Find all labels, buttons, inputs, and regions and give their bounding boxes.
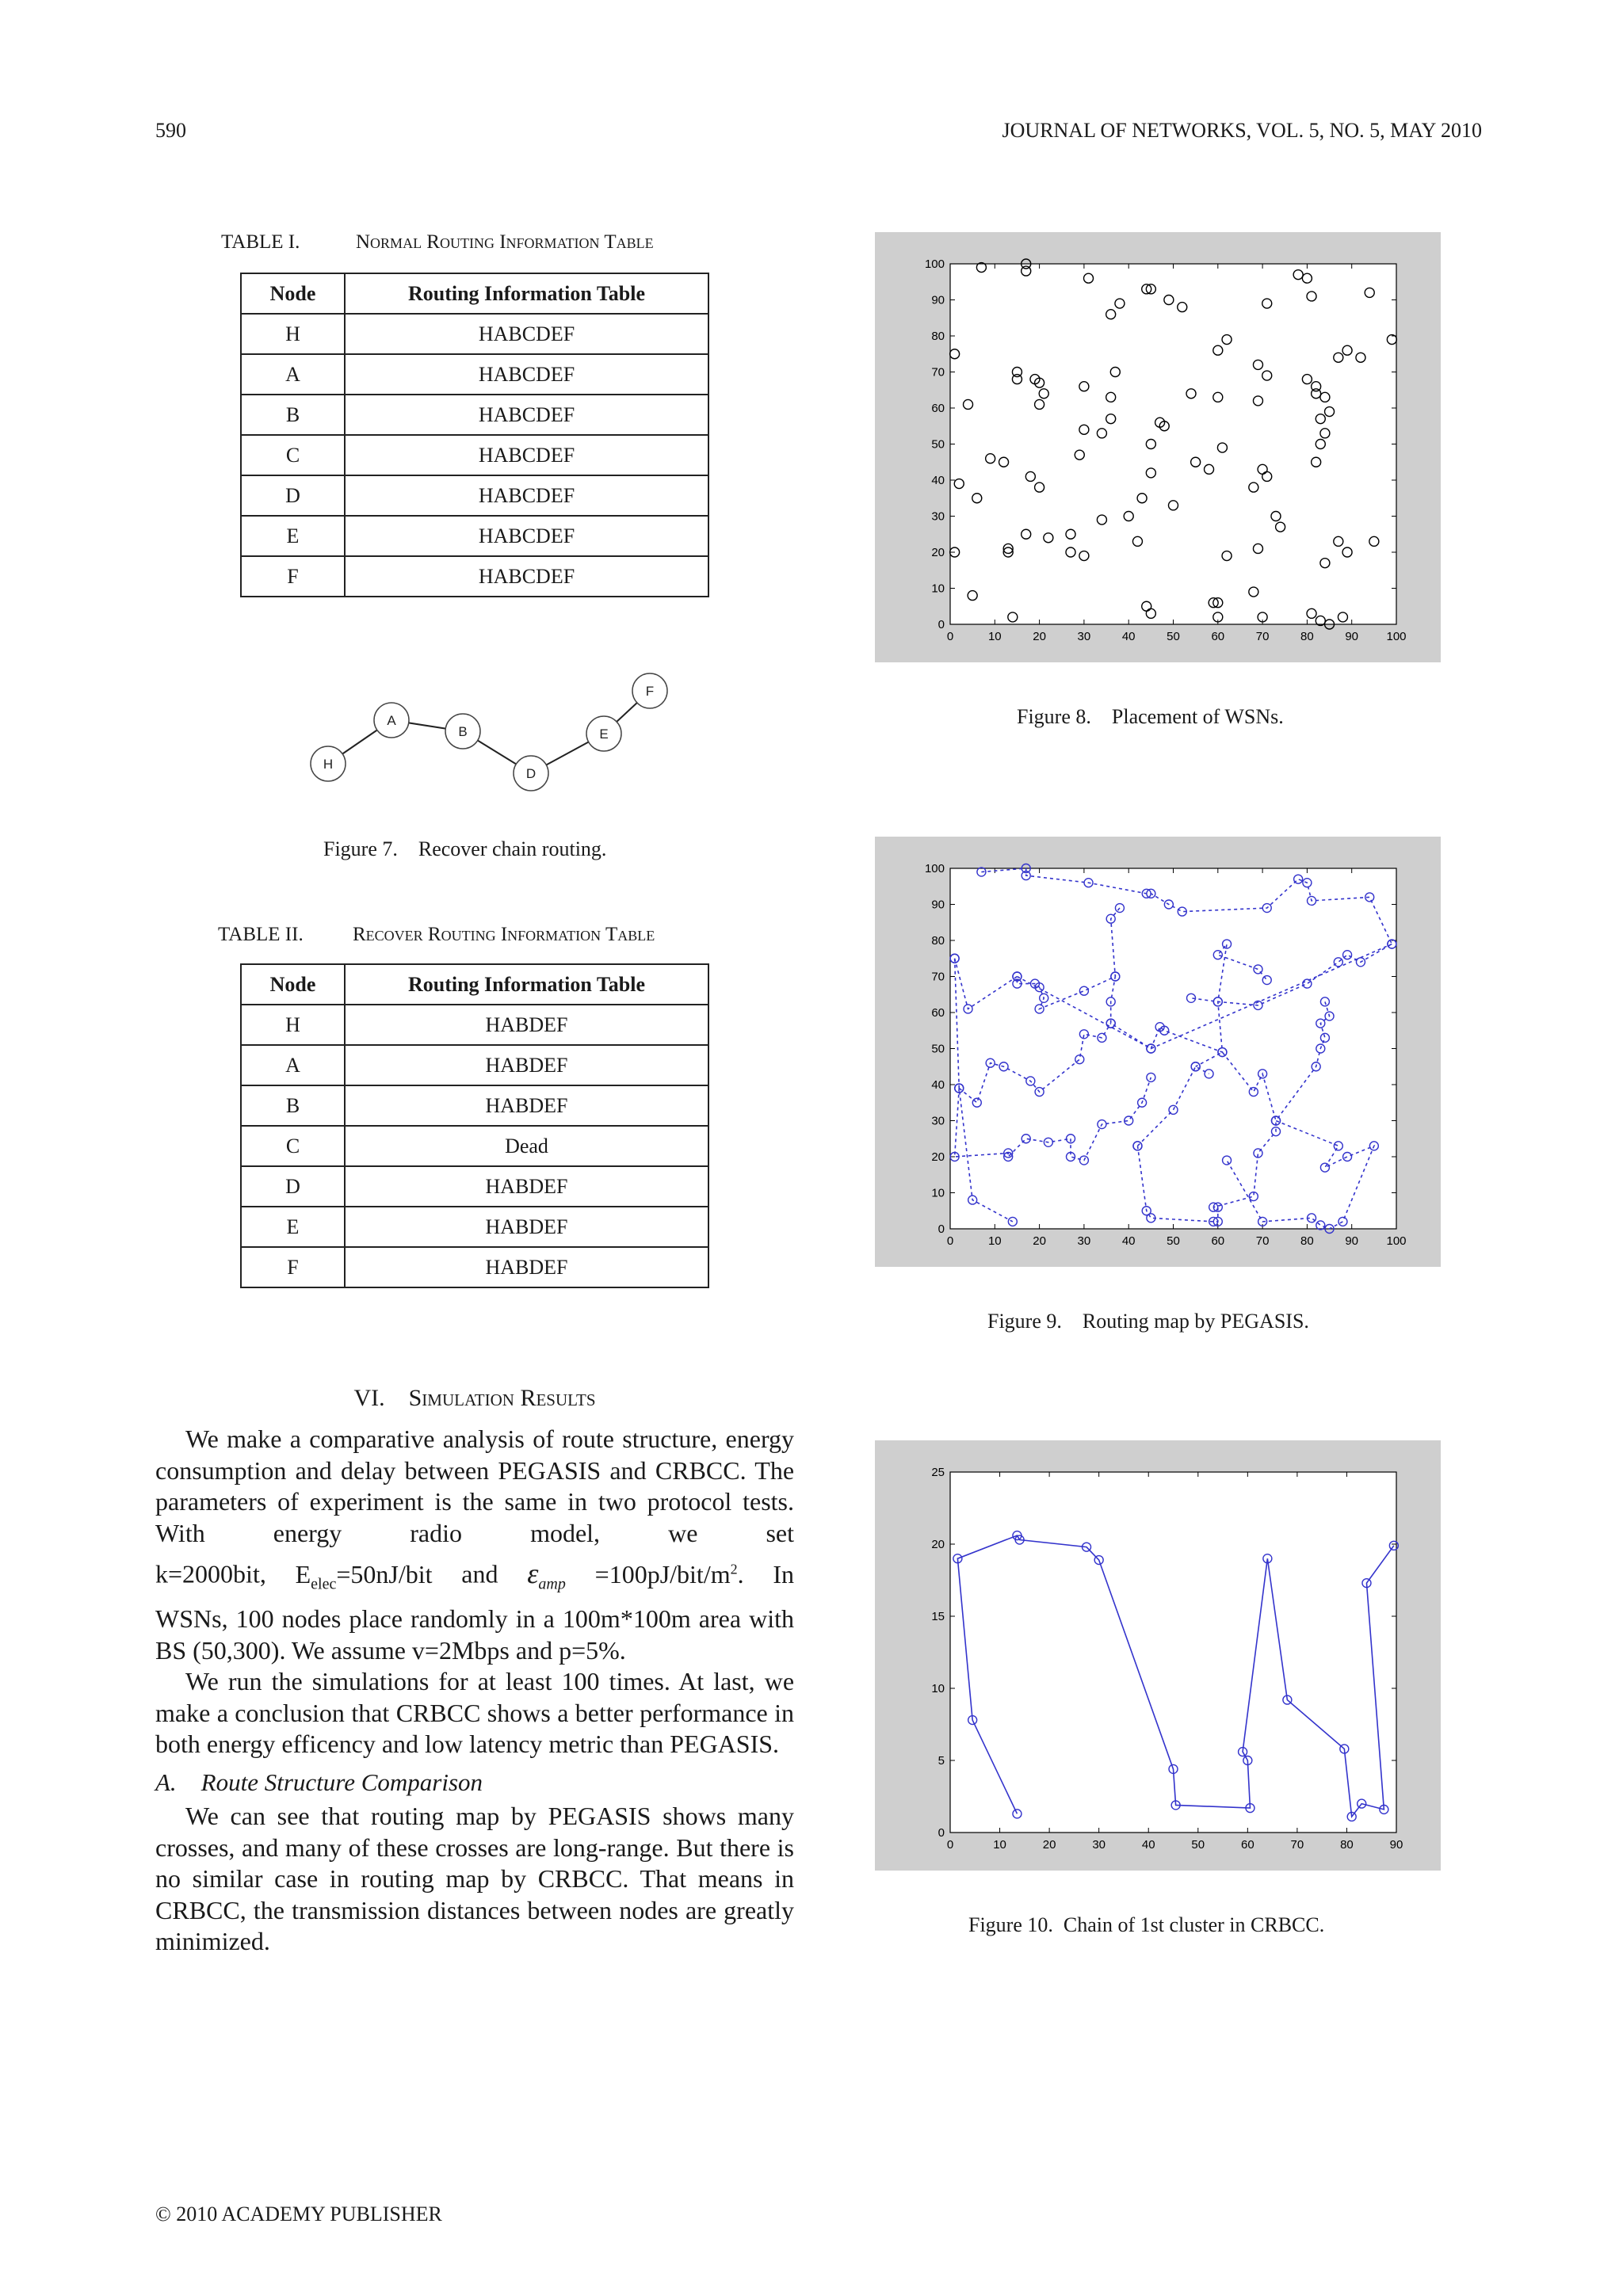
y-tick-label: 10 bbox=[931, 582, 945, 596]
routing-cell: HABCDEF bbox=[345, 516, 708, 556]
y-tick-label: 15 bbox=[931, 1610, 945, 1623]
routing-cell: HABCDEF bbox=[345, 475, 708, 516]
y-tick-label: 0 bbox=[938, 618, 945, 631]
figure10-chart bbox=[875, 1440, 1441, 1871]
node-cell: H bbox=[241, 1005, 345, 1045]
subsection-heading: A. Route Structure Comparison bbox=[155, 1768, 483, 1796]
text-line: there is no similar case in routing map by CRBCC. That bbox=[155, 1833, 794, 1894]
x-tick-label: 20 bbox=[1033, 1234, 1046, 1248]
column-header: Node bbox=[241, 964, 345, 1005]
routing-cell: HABDEF bbox=[345, 1085, 708, 1126]
text-line: We make a comparative analysis of route structure, bbox=[185, 1425, 718, 1453]
eelec-subscript: elec bbox=[311, 1575, 337, 1593]
x-tick-label: 40 bbox=[1121, 630, 1136, 643]
table-row bbox=[241, 314, 708, 354]
node-label: B bbox=[458, 724, 468, 739]
x-tick-label: 70 bbox=[1255, 1234, 1270, 1248]
paragraph-2 bbox=[155, 1666, 794, 1760]
text-line: CRBCC. The parameters of experiment is the same in bbox=[155, 1455, 795, 1516]
node-cell: E bbox=[241, 516, 345, 556]
column-header: Node bbox=[241, 273, 345, 314]
paragraph-3 bbox=[155, 1801, 794, 1958]
x-tick-label: 90 bbox=[1345, 1234, 1359, 1248]
node-label: H bbox=[323, 757, 334, 772]
running-header: JOURNAL OF NETWORKS, VOL. 5, NO. 5, MAY 2010 bbox=[1002, 119, 1482, 142]
y-tick-label: 20 bbox=[931, 1150, 945, 1164]
routing-cell: HABCDEF bbox=[345, 435, 708, 475]
figure8-panel bbox=[875, 232, 1441, 662]
y-tick-label: 70 bbox=[931, 970, 945, 984]
figure8-caption: Figure 8. Placement of WSNs. bbox=[1017, 705, 1284, 728]
y-tick-label: 100 bbox=[924, 862, 945, 875]
x-tick-label: 60 bbox=[1211, 630, 1225, 643]
x-tick-label: 80 bbox=[1340, 1838, 1354, 1852]
x-tick-label: 0 bbox=[946, 630, 954, 643]
node-cell: H bbox=[241, 314, 345, 354]
figure10-panel bbox=[875, 1440, 1441, 1871]
routing-cell: HABDEF bbox=[345, 1005, 708, 1045]
y-tick-label: 30 bbox=[931, 509, 945, 524]
text-line: energy consumption and delay between PEGASIS and bbox=[155, 1425, 795, 1485]
table-row bbox=[241, 1045, 708, 1085]
x-tick-label: 50 bbox=[1167, 1234, 1180, 1248]
node-cell: E bbox=[241, 1207, 345, 1247]
y-tick-label: 70 bbox=[931, 365, 945, 379]
node-cell: C bbox=[241, 435, 345, 475]
text-line: means in CRBCC, the transmission distances between bbox=[155, 1864, 795, 1924]
y-tick-label: 20 bbox=[931, 1538, 945, 1551]
text-line: metric than PEGASIS. bbox=[548, 1730, 780, 1759]
y-tick-label: 90 bbox=[931, 898, 945, 912]
x-tick-label: 100 bbox=[1386, 1234, 1407, 1248]
x-tick-label: 70 bbox=[1255, 630, 1270, 643]
page-number: 590 bbox=[155, 119, 186, 142]
text-line: WSNs, 100 nodes place randomly in a 100m*100m area bbox=[155, 1604, 742, 1634]
y-tick-label: 40 bbox=[931, 474, 945, 487]
node-cell: C bbox=[241, 1126, 345, 1166]
x-tick-label: 0 bbox=[946, 1838, 954, 1852]
table-row bbox=[241, 1005, 708, 1045]
routing-cell: HABCDEF bbox=[345, 354, 708, 395]
figure9-panel bbox=[875, 837, 1441, 1267]
x-tick-label: 10 bbox=[987, 1234, 1002, 1248]
table-row bbox=[241, 1126, 708, 1166]
node-cell: D bbox=[241, 1166, 345, 1207]
text-line: with BS (50,300). We assume v=2Mbps and p=5%. bbox=[155, 1604, 795, 1665]
node-cell: F bbox=[241, 556, 345, 597]
text-line: two protocol tests. With energy radio model, we set bbox=[155, 1487, 795, 1547]
x-tick-label: 70 bbox=[1290, 1838, 1304, 1852]
eamp-superscript: 2 bbox=[730, 1561, 738, 1577]
text-line: We can see that routing map by PEGASIS shows many bbox=[185, 1802, 794, 1831]
table1 bbox=[240, 273, 709, 597]
table2-label: TABLE II. bbox=[218, 924, 304, 945]
section-body bbox=[155, 1424, 794, 1958]
y-tick-label: 90 bbox=[931, 293, 945, 307]
table-row bbox=[241, 354, 708, 395]
figure9-caption: Figure 9. Routing map by PEGASIS. bbox=[987, 1310, 1309, 1333]
paragraph-1 bbox=[155, 1424, 794, 1666]
node-cell: A bbox=[241, 354, 345, 395]
routing-cell: HABCDEF bbox=[345, 556, 708, 597]
x-tick-label: 20 bbox=[1042, 1838, 1056, 1852]
y-tick-label: 0 bbox=[938, 1826, 945, 1840]
figure10-caption: Figure 10. Chain of 1st cluster in CRBCC. bbox=[968, 1913, 1325, 1936]
x-tick-label: 80 bbox=[1300, 630, 1314, 643]
y-tick-label: 50 bbox=[931, 1042, 945, 1056]
param-eelec bbox=[295, 1559, 433, 1593]
section-heading bbox=[155, 1385, 794, 1412]
routing-cell: HABDEF bbox=[345, 1166, 708, 1207]
y-tick-label: 10 bbox=[931, 1186, 945, 1200]
text-line: performance in both energy efficency and low latency bbox=[155, 1698, 795, 1759]
y-tick-label: 100 bbox=[924, 257, 945, 271]
table-header-row bbox=[241, 273, 708, 314]
param-k: k=2000bit, bbox=[155, 1559, 266, 1589]
y-tick-label: 80 bbox=[931, 934, 945, 948]
node-label: A bbox=[387, 713, 396, 728]
y-tick-label: 10 bbox=[931, 1682, 945, 1695]
x-tick-label: 100 bbox=[1386, 630, 1407, 643]
copyright-footer: © 2010 ACADEMY PUBLISHER bbox=[155, 2203, 442, 2225]
routing-cell: HABCDEF bbox=[345, 314, 708, 354]
equation-line bbox=[155, 1549, 794, 1604]
y-tick-label: 20 bbox=[931, 546, 945, 559]
node-cell: B bbox=[241, 1085, 345, 1126]
table-row bbox=[241, 395, 708, 435]
x-tick-label: 90 bbox=[1389, 1838, 1403, 1852]
figure8-chart bbox=[875, 232, 1441, 662]
routing-cell: HABDEF bbox=[345, 1247, 708, 1287]
node-cell: D bbox=[241, 475, 345, 516]
figure7-caption: Figure 7. Recover chain routing. bbox=[323, 837, 607, 860]
node-label: E bbox=[599, 727, 609, 742]
y-tick-label: 80 bbox=[931, 330, 945, 343]
x-tick-label: 60 bbox=[1240, 1838, 1254, 1852]
text-line: crosses, and many of these crosses are long-range. But bbox=[155, 1833, 713, 1862]
x-tick-label: 10 bbox=[993, 1838, 1006, 1852]
node-cell: B bbox=[241, 395, 345, 435]
routing-cell: HABDEF bbox=[345, 1045, 708, 1085]
section-title: Simulation Results bbox=[408, 1385, 596, 1411]
param-eamp bbox=[527, 1557, 795, 1593]
section-number: VI. bbox=[353, 1385, 385, 1411]
table-row bbox=[241, 475, 708, 516]
x-tick-label: 80 bbox=[1300, 1234, 1314, 1248]
table-row bbox=[241, 1247, 708, 1287]
y-tick-label: 40 bbox=[931, 1078, 945, 1092]
text-line: we make a conclusion that CRBCC shows a better bbox=[155, 1667, 795, 1727]
x-tick-label: 50 bbox=[1191, 1838, 1205, 1852]
table1-title: Normal Routing Information Table bbox=[356, 231, 654, 253]
node-cell: A bbox=[241, 1045, 345, 1085]
x-tick-label: 60 bbox=[1211, 1234, 1225, 1248]
text-line: We run the simulations for at least 100 times. At last, bbox=[185, 1667, 755, 1696]
eelec-value: =50nJ/bit bbox=[336, 1559, 433, 1589]
y-tick-label: 60 bbox=[931, 402, 945, 415]
eamp-subscript: amp bbox=[538, 1575, 566, 1593]
x-tick-label: 90 bbox=[1345, 630, 1359, 643]
table-row bbox=[241, 556, 708, 597]
node-label: D bbox=[525, 766, 537, 781]
table2-title: Recover Routing Information Table bbox=[353, 924, 655, 945]
figure9-chart bbox=[875, 837, 1441, 1267]
routing-cell: Dead bbox=[345, 1126, 708, 1166]
node-cell: F bbox=[241, 1247, 345, 1287]
y-tick-label: 60 bbox=[931, 1006, 945, 1020]
text-line: nodes are greatly minimized. bbox=[155, 1895, 795, 1956]
x-tick-label: 30 bbox=[1092, 1838, 1106, 1852]
column-header: Routing Information Table bbox=[345, 273, 708, 314]
y-tick-label: 30 bbox=[931, 1114, 945, 1128]
figure7-diagram bbox=[293, 666, 689, 800]
routing-cell: HABDEF bbox=[345, 1207, 708, 1247]
y-tick-label: 5 bbox=[938, 1754, 945, 1768]
eelec-symbol: E bbox=[295, 1559, 311, 1589]
plot-area bbox=[950, 868, 1396, 1229]
x-tick-label: 30 bbox=[1077, 630, 1091, 643]
text-in: . In bbox=[737, 1559, 795, 1589]
table-row bbox=[241, 516, 708, 556]
plot-area bbox=[950, 264, 1396, 624]
x-tick-label: 30 bbox=[1077, 1234, 1091, 1248]
routing-cell: HABCDEF bbox=[345, 395, 708, 435]
x-tick-label: 40 bbox=[1141, 1838, 1155, 1852]
table1-caption bbox=[221, 231, 654, 254]
x-tick-label: 0 bbox=[946, 1234, 954, 1248]
table-header-row bbox=[241, 964, 708, 1005]
table2 bbox=[240, 963, 709, 1288]
x-tick-label: 50 bbox=[1167, 630, 1180, 643]
y-tick-label: 25 bbox=[931, 1466, 945, 1479]
x-tick-label: 20 bbox=[1033, 630, 1046, 643]
eamp-value: =100pJ/bit/m bbox=[594, 1559, 731, 1589]
y-tick-label: 50 bbox=[931, 437, 945, 452]
node-label: F bbox=[645, 684, 655, 699]
table-row bbox=[241, 1085, 708, 1126]
column-header: Routing Information Table bbox=[345, 964, 708, 1005]
x-tick-label: 10 bbox=[987, 630, 1002, 643]
y-tick-label: 0 bbox=[938, 1222, 945, 1236]
x-tick-label: 40 bbox=[1121, 1234, 1136, 1248]
table2-caption bbox=[218, 924, 655, 946]
table-row bbox=[241, 1207, 708, 1247]
table-row bbox=[241, 1166, 708, 1207]
table-row bbox=[241, 435, 708, 475]
plot-area bbox=[950, 1472, 1396, 1833]
epsilon-symbol: ε bbox=[527, 1557, 539, 1589]
table1-label: TABLE I. bbox=[221, 231, 300, 253]
text-and: and bbox=[461, 1559, 498, 1589]
